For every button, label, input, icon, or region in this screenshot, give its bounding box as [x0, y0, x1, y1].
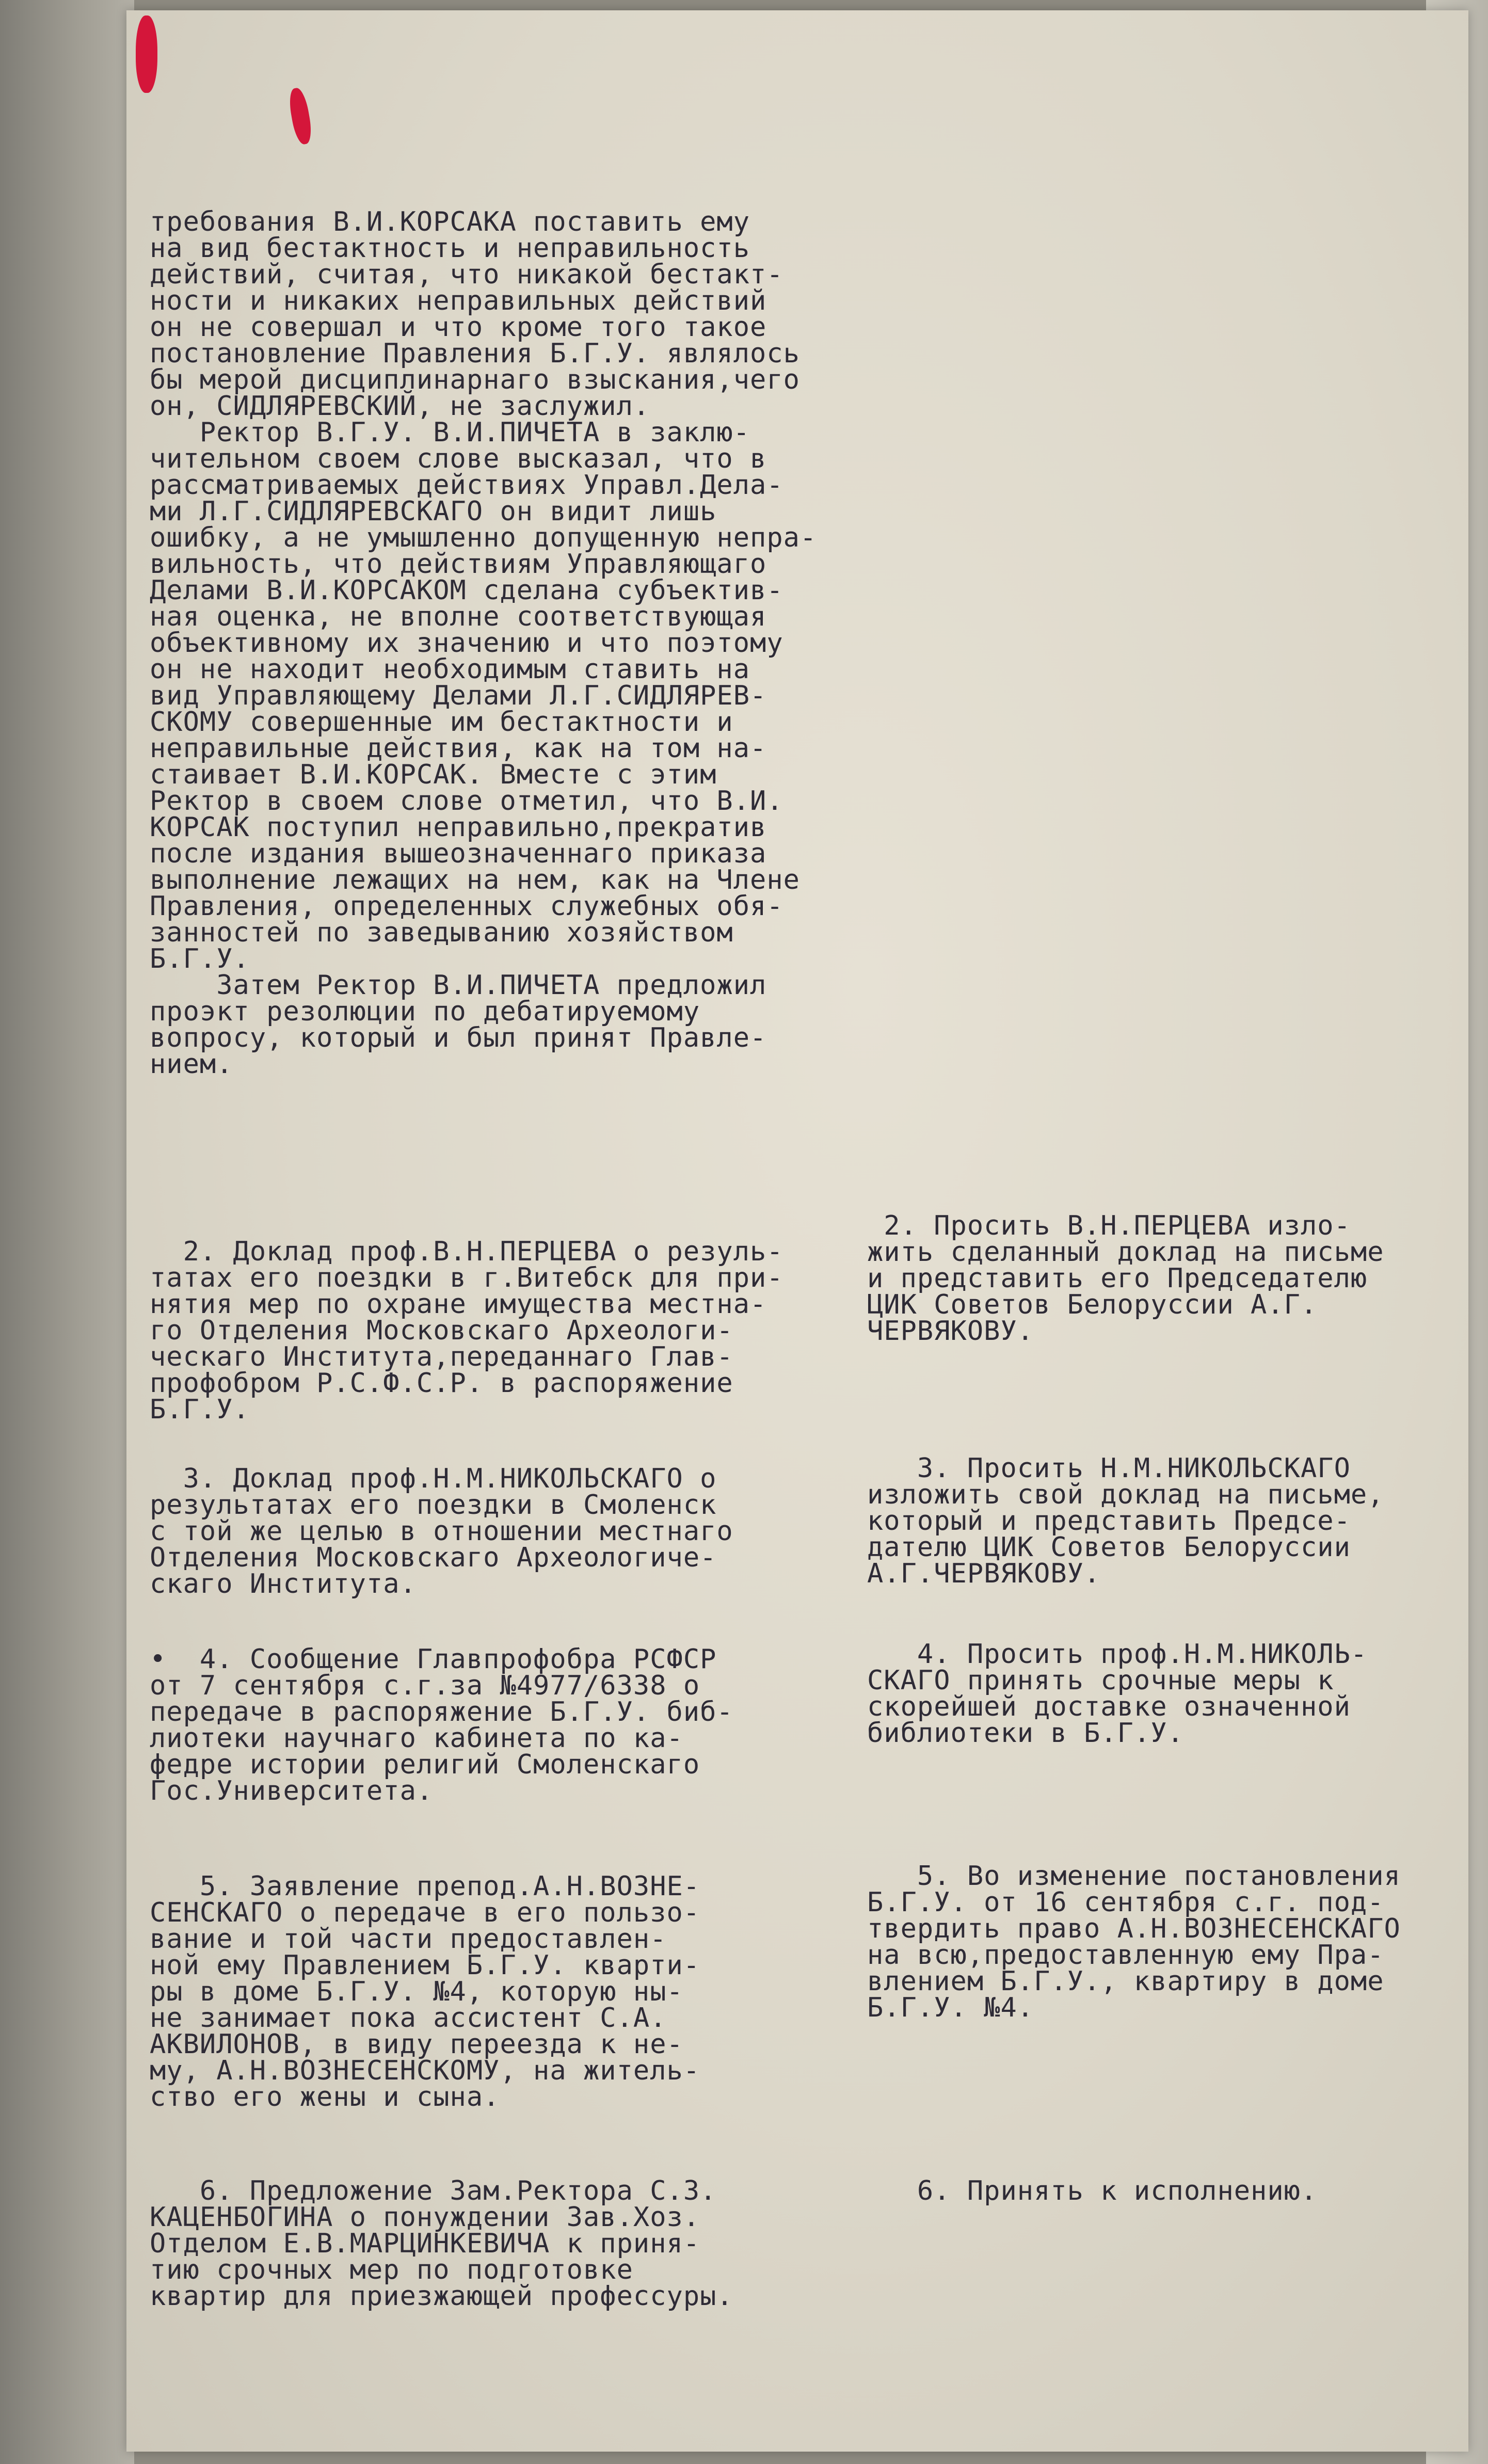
text-line: Правления, определенных служебных обя-: [150, 891, 783, 922]
text-line: с той же целью в отношении местнаго: [150, 1516, 733, 1547]
text-line: передаче в распоряжение Б.Г.У. биб-: [150, 1697, 733, 1727]
text-line: ная оценка, не вполне соответствующая: [150, 601, 767, 632]
text-line: проэкт резолюции по дебатируемому: [150, 996, 700, 1027]
text-line: лиотеки научнаго кабинета по ка-: [150, 1723, 683, 1754]
text-line: 5. Во изменение постановления: [867, 1861, 1401, 1892]
text-line: Б.Г.У.: [150, 1394, 250, 1425]
text-line: он не совершал и что кроме того такое: [150, 312, 767, 343]
text-line: тию срочных мер по подготовке: [150, 2254, 633, 2285]
text-line: ЧЕРВЯКОВУ.: [867, 1316, 1034, 1347]
text-line: нием.: [150, 1049, 233, 1080]
text-line: действий, считая, что никакой бестакт-: [150, 259, 783, 290]
text-line: выполнение лежащих на нем, как на Члене: [150, 865, 800, 895]
text-line: профобром Р.С.Ф.С.Р. в распоряжение: [150, 1368, 733, 1399]
text-line: АКВИЛОНОВ, в виду переезда к не-: [150, 2029, 683, 2060]
text-line: ство его жены и сына.: [150, 2082, 500, 2113]
text-line: стаивает В.И.КОРСАК. Вместе с этим: [150, 759, 717, 790]
text-line: Отделом Е.В.МАРЦИНКЕВИЧА к приня-: [150, 2228, 700, 2259]
red-pencil-mark: [136, 15, 157, 93]
item-3-right: [867, 1455, 1384, 1587]
intro-paragraph: [150, 206, 817, 1080]
text-line: • 4. Сообщение Главпрофобра РСФСР: [150, 1644, 717, 1675]
text-line: вопросу, который и был принят Правле-: [150, 1022, 767, 1053]
text-line: Б.Г.У.: [150, 943, 250, 974]
text-line: который и представить Предсе-: [867, 1506, 1351, 1537]
text-line: ЦИК Советов Белоруссии А.Г.: [867, 1289, 1318, 1320]
text-line: вильность, что действиям Управляющаго: [150, 549, 767, 580]
item-4-left: [150, 1646, 733, 1804]
text-line: 5. Заявление препод.А.Н.ВОЗНЕ-: [150, 1871, 700, 1902]
text-line: вид Управляющему Делами Л.Г.СИДЛЯРЕВ-: [150, 680, 767, 711]
text-line: не занимает пока ассистент С.А.: [150, 2003, 667, 2034]
text-line: Делами В.И.КОРСАКОМ сделана субъектив-: [150, 575, 783, 606]
text-line: КАЦЕНБОГИНА о понуждении Зав.Хоз.: [150, 2202, 700, 2233]
text-line: на всю,предоставленную ему Пра-: [867, 1940, 1384, 1971]
text-line: жить сделанный доклад на письме: [867, 1237, 1384, 1268]
text-line: на вид бестактность и неправильность: [150, 233, 750, 264]
text-line: квартир для приезжающей профессуры.: [150, 2281, 733, 2312]
text-line: вание и той части предоставлен-: [150, 1924, 667, 1955]
text-line: 6. Предложение Зам.Ректора С.З.: [150, 2175, 717, 2206]
text-line: ной ему Правлением Б.Г.У. кварти-: [150, 1950, 700, 1981]
text-line: от 7 сентября с.г.за №4977/6338 о: [150, 1670, 700, 1701]
item-5-left: [150, 1871, 700, 2113]
red-pencil-mark: [287, 87, 314, 146]
text-line: рассматриваемых действиях Управл.Дела-: [150, 470, 783, 501]
text-line: Ректор в своем слове отметил, что В.И.: [150, 786, 783, 817]
text-line: татах его поездки в г.Витебск для при-: [150, 1262, 783, 1293]
text-line: Отделения Московскаго Археологиче-: [150, 1542, 717, 1573]
text-line: Б.Г.У. №4.: [867, 1992, 1034, 2023]
text-line: СЕНСКАГО о передаче в его пользо-: [150, 1897, 700, 1928]
item-3-left: [150, 1463, 733, 1599]
text-line: СКОМУ совершенные им бестактности и: [150, 707, 733, 738]
text-line: он, СИДЛЯРЕВСКИЙ, не заслужил.: [150, 391, 650, 422]
text-line: скорейшей доставке означенной: [867, 1691, 1351, 1722]
text-line: объективному их значению и что поэтому: [150, 628, 783, 659]
item-6-right: [867, 2175, 1318, 2206]
text-line: Гос.Университета.: [150, 1775, 434, 1806]
text-line: после издания вышеозначеннаго приказа: [150, 838, 767, 869]
text-line: результатах его поездки в Смоленск: [150, 1490, 717, 1521]
text-line: чительном своем слове высказал, что в: [150, 443, 767, 474]
text-line: 4. Просить проф.Н.М.НИКОЛЬ-: [867, 1639, 1368, 1670]
text-line: ности и никаких неправильных действий: [150, 285, 767, 316]
text-line: 3. Доклад проф.Н.М.НИКОЛЬСКАГО о: [150, 1463, 717, 1494]
text-line: требования В.И.КОРСАКА поставить ему: [150, 206, 750, 237]
item-2-left: [150, 1236, 783, 1425]
text-line: 2. Доклад проф.В.Н.ПЕРЦЕВА о резуль-: [150, 1236, 783, 1267]
item-4-right: [867, 1641, 1367, 1747]
item-6-left: [150, 2175, 733, 2312]
text-line: неправильные действия, как на том на-: [150, 733, 767, 764]
text-line: КОРСАК поступил неправильно,прекратив: [150, 812, 767, 843]
text-line: бы мерой дисциплинарнаго взыскания,чего: [150, 364, 800, 395]
text-line: 2. Просить В.Н.ПЕРЦЕВА изло-: [867, 1210, 1351, 1241]
item-5-right: [867, 1863, 1401, 2021]
backdrop-left: [0, 0, 134, 2464]
text-line: и представить его Председателю: [867, 1263, 1368, 1294]
text-line: постановление Правления Б.Г.У. являлось: [150, 338, 800, 369]
document-sheet: [126, 10, 1468, 2452]
item-2-right: [867, 1210, 1384, 1347]
text-line: А.Г.ЧЕРВЯКОВУ.: [867, 1558, 1101, 1589]
text-line: му, А.Н.ВОЗНЕСЕНСКОМУ, на житель-: [150, 2055, 700, 2086]
text-line: Б.Г.У. от 16 сентября с.г. под-: [867, 1887, 1384, 1918]
text-line: 6. Принять к исполнению.: [867, 2175, 1318, 2206]
text-line: ческаго Института,переданнаго Глав-: [150, 1341, 733, 1372]
text-line: ми Л.Г.СИДЛЯРЕВСКАГО он видит лишь: [150, 496, 717, 527]
text-line: скаго Института.: [150, 1569, 417, 1599]
text-line: твердить право А.Н.ВОЗНЕСЕНСКАГО: [867, 1913, 1401, 1944]
text-line: библиотеки в Б.Г.У.: [867, 1718, 1184, 1749]
text-line: го Отделения Московскаго Археологи-: [150, 1315, 733, 1346]
text-line: изложить свой доклад на письме,: [867, 1479, 1384, 1510]
text-line: влением Б.Г.У., квартиру в доме: [867, 1966, 1384, 1997]
text-line: СКАГО принять срочные меры к: [867, 1665, 1334, 1696]
text-line: Затем Ректор В.И.ПИЧЕТА предложил: [150, 970, 767, 1001]
text-line: он не находит необходимым ставить на: [150, 654, 750, 685]
text-line: федре истории религий Смоленскаго: [150, 1749, 700, 1780]
text-line: ры в доме Б.Г.У. №4, которую ны-: [150, 1976, 683, 2007]
text-line: занностей по заведыванию хозяйством: [150, 917, 733, 948]
text-line: дателю ЦИК Советов Белоруссии: [867, 1532, 1351, 1563]
text-line: ошибку, а не умышленно допущенную непра-: [150, 522, 817, 553]
text-line: нятия мер по охране имущества местна-: [150, 1289, 767, 1320]
text-line: 3. Просить Н.М.НИКОЛЬСКАГО: [867, 1453, 1351, 1484]
text-line: Ректор В.Г.У. В.И.ПИЧЕТА в заклю-: [150, 417, 750, 448]
